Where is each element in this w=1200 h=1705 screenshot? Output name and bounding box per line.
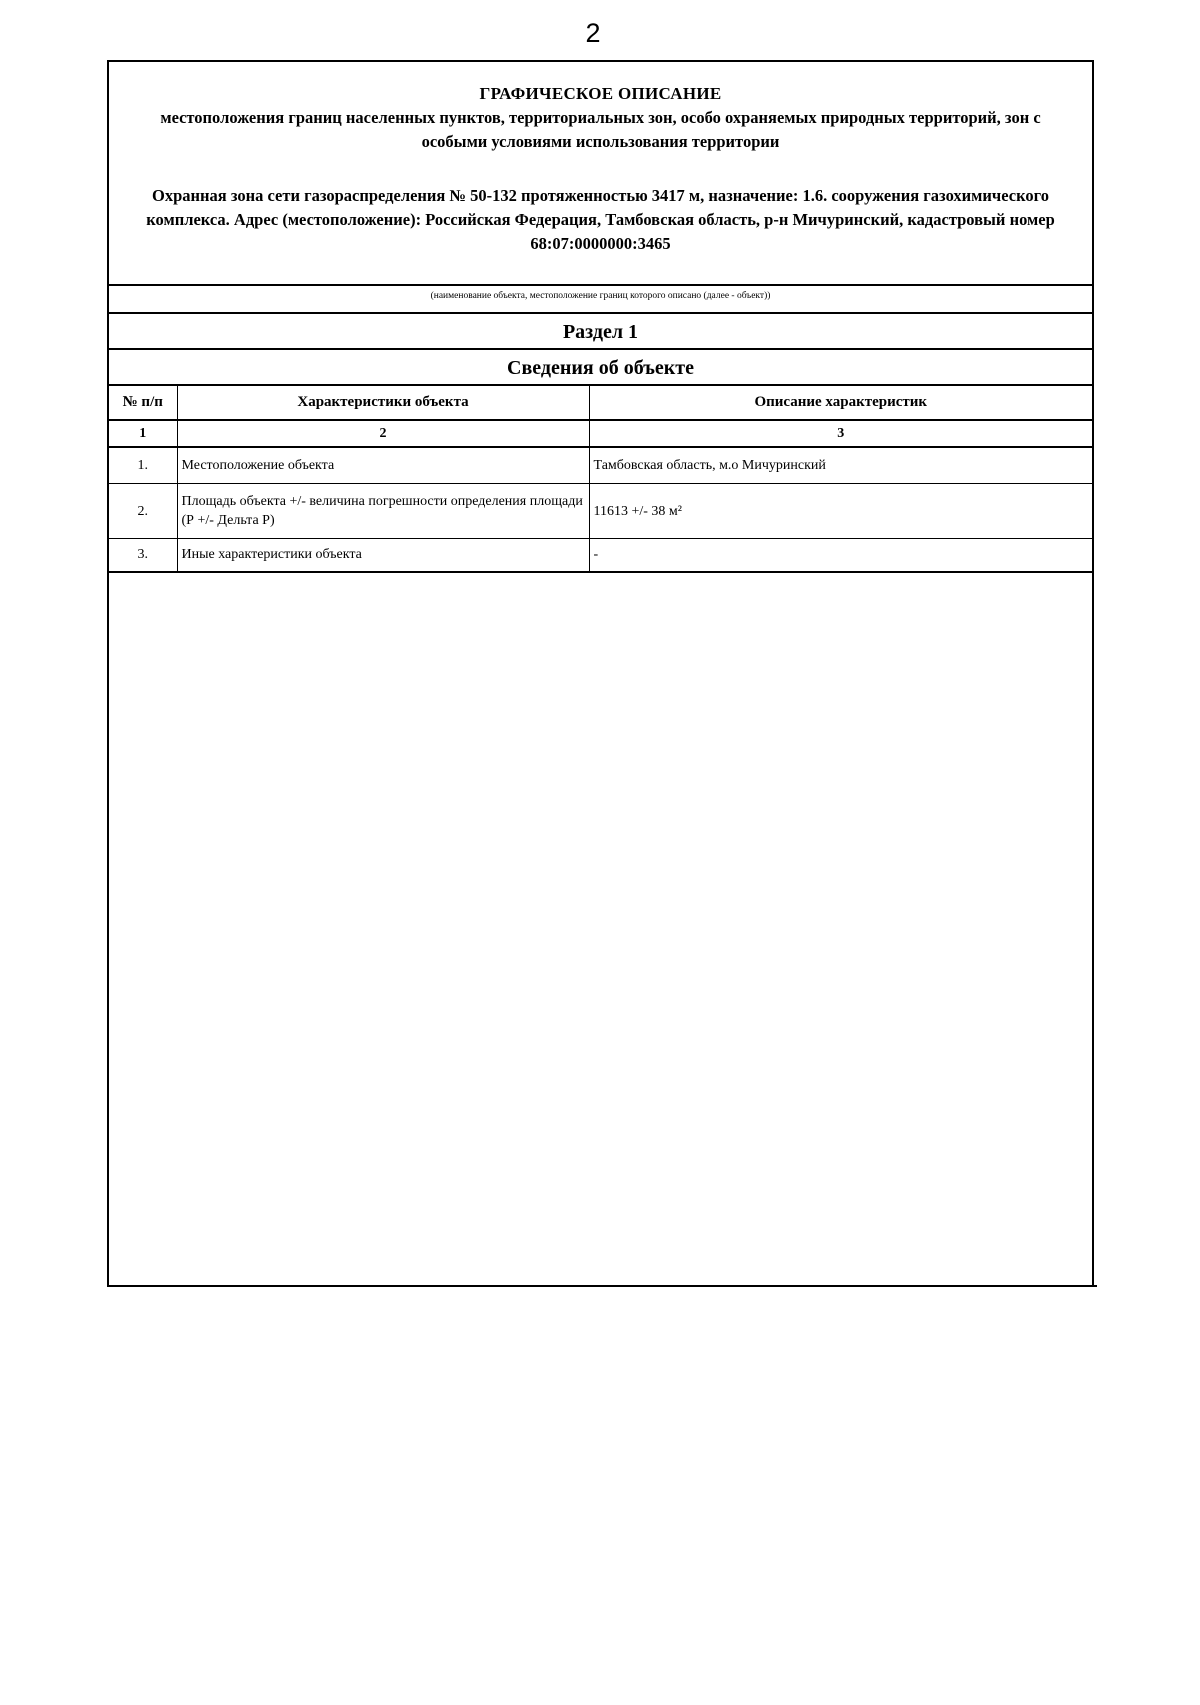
section-title: Раздел 1	[109, 314, 1092, 350]
column-number: 3	[589, 420, 1092, 447]
document-header	[109, 62, 1092, 286]
row-number: 2.	[109, 484, 177, 539]
column-number: 2	[177, 420, 589, 447]
row-number: 1.	[109, 447, 177, 484]
document-frame	[107, 60, 1094, 1287]
characteristics-table	[109, 386, 1092, 573]
row-description: 11613 +/- 38 м²	[589, 484, 1092, 539]
table-row	[109, 484, 1092, 539]
column-number: 1	[109, 420, 177, 447]
row-characteristic: Площадь объекта +/- величина погрешности определения площади (Р +/- Дельта Р)	[177, 484, 589, 539]
document-title: ГРАФИЧЕСКОЕ ОПИСАНИЕ	[479, 84, 722, 103]
row-description: -	[589, 539, 1092, 573]
column-header-characteristic: Характеристики объекта	[177, 386, 589, 420]
row-characteristic: Иные характеристики объекта	[177, 539, 589, 573]
object-caption: (наименование объекта, местоположение границ которого описано (далее - объект))	[109, 286, 1092, 314]
section-subtitle: Сведения об объекте	[109, 350, 1092, 386]
document-subtitle: местоположения границ населенных пунктов, территориальных зон, особо охраняемых природных территорий, зон с особыми условиями использования территории	[160, 108, 1041, 151]
page-number: 2	[585, 18, 601, 48]
table-row	[109, 539, 1092, 573]
object-name: Охранная зона сети газораспределения № 50-132 протяженностью 3417 м, назначение: 1.6. сооружения газохимического комплекса. Адрес (местоположение): Российская Федерация, Тамбовская область, р-н Мичуринский, кадастровый номер 68:07:0000000:3465	[146, 186, 1055, 253]
row-number: 3.	[109, 539, 177, 573]
column-header-number: № п/п	[109, 386, 177, 420]
table-row	[109, 447, 1092, 484]
table-header-row	[109, 386, 1092, 420]
row-description: Тамбовская область, м.о Мичуринский	[589, 447, 1092, 484]
column-number-row	[109, 420, 1092, 447]
row-characteristic: Местоположение объекта	[177, 447, 589, 484]
frame-bottom-rule	[107, 1285, 1097, 1287]
column-header-description: Описание характеристик	[589, 386, 1092, 420]
